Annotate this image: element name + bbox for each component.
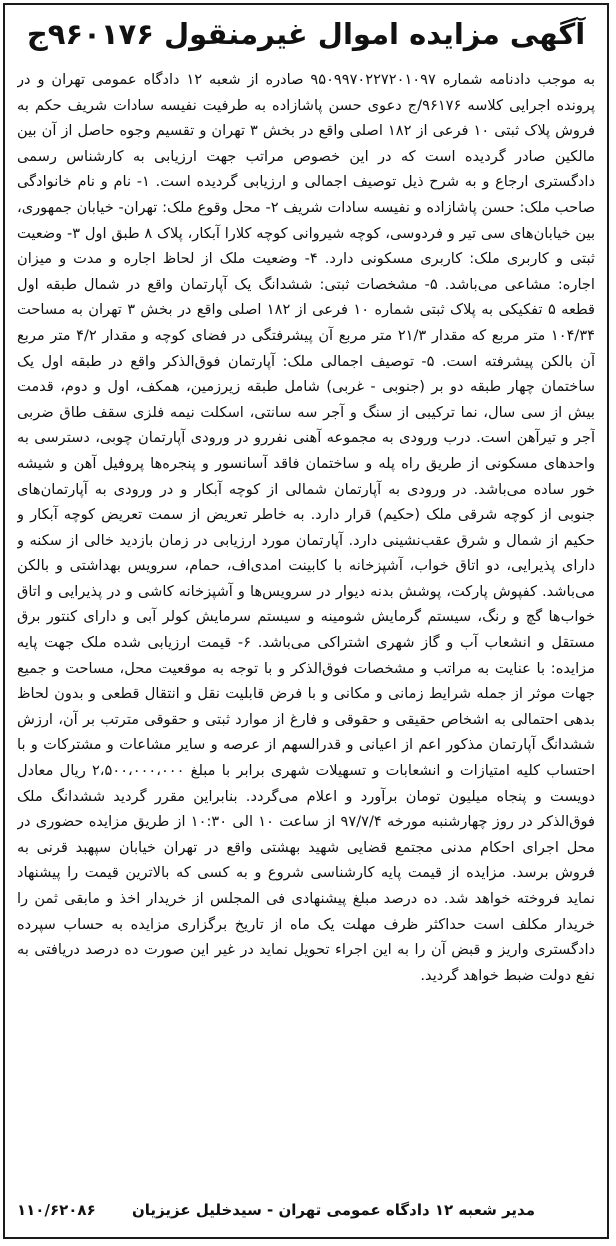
notice-code: ۱۱۰/۶۲۰۸۶	[17, 1201, 96, 1219]
notice-footer	[17, 1197, 595, 1229]
notice-body	[17, 67, 595, 1195]
notice-frame	[3, 3, 609, 1239]
notice-body-text: به موجب دادنامه شماره ۹۵۰۹۹۷۰۲۲۷۲۰۱۰۹۷ صادره از شعبه ۱۲ دادگاه عمومی تهران و در پرونده اجرایی کلاسه ۹۶۱۷۶/ج دعوی حسن پاشازاده به طرفیت نفیسه سادات شریف حکم به فروش پلاک ثبتی ۱۰ فرعی از ۱۸۲ اصلی واقع در بخش ۳ تهران و تقسیم وجوه حاصل از آن بین مالکین صادر گردیده است که در این خصوص مراتب جهت ارزیابی به کارشناس رسمی دادگستری ارجاع و به شرح ذیل توصیف اجمالی و ارزیابی گردیده است. ۱- نام و نام خانوادگی صاحب ملک: حسن پاشازاده و نفیسه سادات شریف ۲- محل وقوع ملک: تهران- خیابان جمهوری، بین خیابان‌های سی تیر و فردوسی، کوچه شیروانی کوچه کلارا آبکار، پلاک ۸ طبق اول ۳- وضعیت ثبتی و کاربری ملک: کاربری مسکونی دارد. ۴- وضعیت ملک از لحاظ اجاره و مدت و میزان اجاره: مشاعی می‌باشد. ۵- مشخصات ثبتی: ششدانگ یک آپارتمان واقع در شمال طبقه اول قطعه ۵ تفکیکی به پلاک ثبتی شماره ۱۰ فرعی از ۱۸۲ اصلی واقع در بخش ۳ تهران به مساحت ۱۰۴/۳۴ متر مربع که مقدار ۲۱/۳ متر مربع آن پیشرفتگی در فضای کوچه و مقدار ۴/۲ متر مربع آن بالکن پیشرفته است. ۵- توصیف اجمالی ملک: آپارتمان فوق‌الذکر واقع در طبقه اول یک ساختمان چهار طبقه دو بر (جنوبی - غربی) شامل طبقه زیرزمین، همکف، اول و دوم، قدمت بیش از سی سال، نما ترکیبی از سنگ و آجر سه سانتی، اسکلت نیمه فلزی سقف طاق ضربی آجر و تیرآهن است. درب ورودی به مجموعه آهنی نفررو در ورودی آپارتمان چوبی، دسترسی به واحدهای مسکونی از طریق راه پله و ساختمان فاقد آسانسور و پنجره‌ها پروفیل آهن و شیشه خور ساده می‌باشد. در ورودی به آپارتمان شمالی از کوچه آبکار و در ورودی به آپارتمان‌های جنوبی از کوچه شرقی ملک (حکیم) قرار دارد. به خاطر تعریض از سمت تعریض کوچه آبکار و حکیم از شمال و شرق عقب‌نشینی دارد. آپارتمان مورد ارزیابی در زمان بازدید خالی از سکنه و دارای پذیرایی، دو اتاق خواب، آشپزخانه با کابینت امدی‌اف، حمام، سرویس بهداشتی و بالکن می‌باشد. کفپوش پارکت، پوشش بدنه دیوار در سرویس‌ها و آشپزخانه کاشی و در پذیرایی و اتاق خواب‌ها گچ و رنگ، سیستم گرمایش شومینه و سیستم سرمایش کولر آبی و دارای کنتور برق مستقل و انشعاب آب و گاز شهری اشتراکی می‌باشد. ۶- قیمت ارزیابی شده ملک جهت پایه مزایده: با عنایت به مراتب و مشخصات فوق‌الذکر و با توجه به موقعیت محل، مساحت و جمیع جهات موثر از جمله شرایط زمانی و مکانی و با فرض قابلیت نقل و انتقال قطعی و بدون لحاظ بدهی احتمالی به اشخاص حقیقی و حقوقی و فارغ از موارد ثبتی و حقوقی مترتب بر آن، ارزش ششدانگ آپارتمان مذکور اعم از اعیانی و قدرالسهم از عرصه و سایر مشاعات و مشترکات و با احتساب کلیه امتیازات و انشعابات و تسهیلات شهری برابر با مبلغ ۲،۵۰۰،۰۰۰،۰۰۰ ریال معادل دویست و پنجاه میلیون تومان برآورد و اعلام می‌گردد. بنابراین مقرر گردید ششدانگ ملک فوق‌الذکر در روز چهارشنبه مورخه ۹۷/۷/۴ از ساعت ۱۰ الی ۱۰:۳۰ از طریق مزایده حضوری در محل اجرای احکام مدنی مجتمع قضایی شهید بهشتی واقع در تهران خیابان سپهبد قرنی به فروش برسد. مزایده از قیمت پایه کارشناسی شروع و به کسی که بالاترین قیمت را پیشنهاد نماید فروخته خواهد شد. ده درصد مبلغ پیشنهادی فی المجلس از خریدار اخذ و مابقی ثمن را خریدار مکلف است حداکثر ظرف مهلت یک ماه از تاریخ برگزاری مزایده به حساب سپرده دادگستری واریز و قبض آن را به این اجراء تحویل نماید در غیر این صورت ده درصد دریافتی به نفع دولت ضبط خواهد گردید.	[17, 71, 595, 984]
notice-title: آگهی مزایده اموال غیرمنقول ۹۶۰۱۷۶ج	[26, 17, 586, 51]
notice-signature: مدیر شعبه ۱۲ دادگاه عمومی تهران - سیدخلیل عزیزیان	[132, 1201, 535, 1219]
